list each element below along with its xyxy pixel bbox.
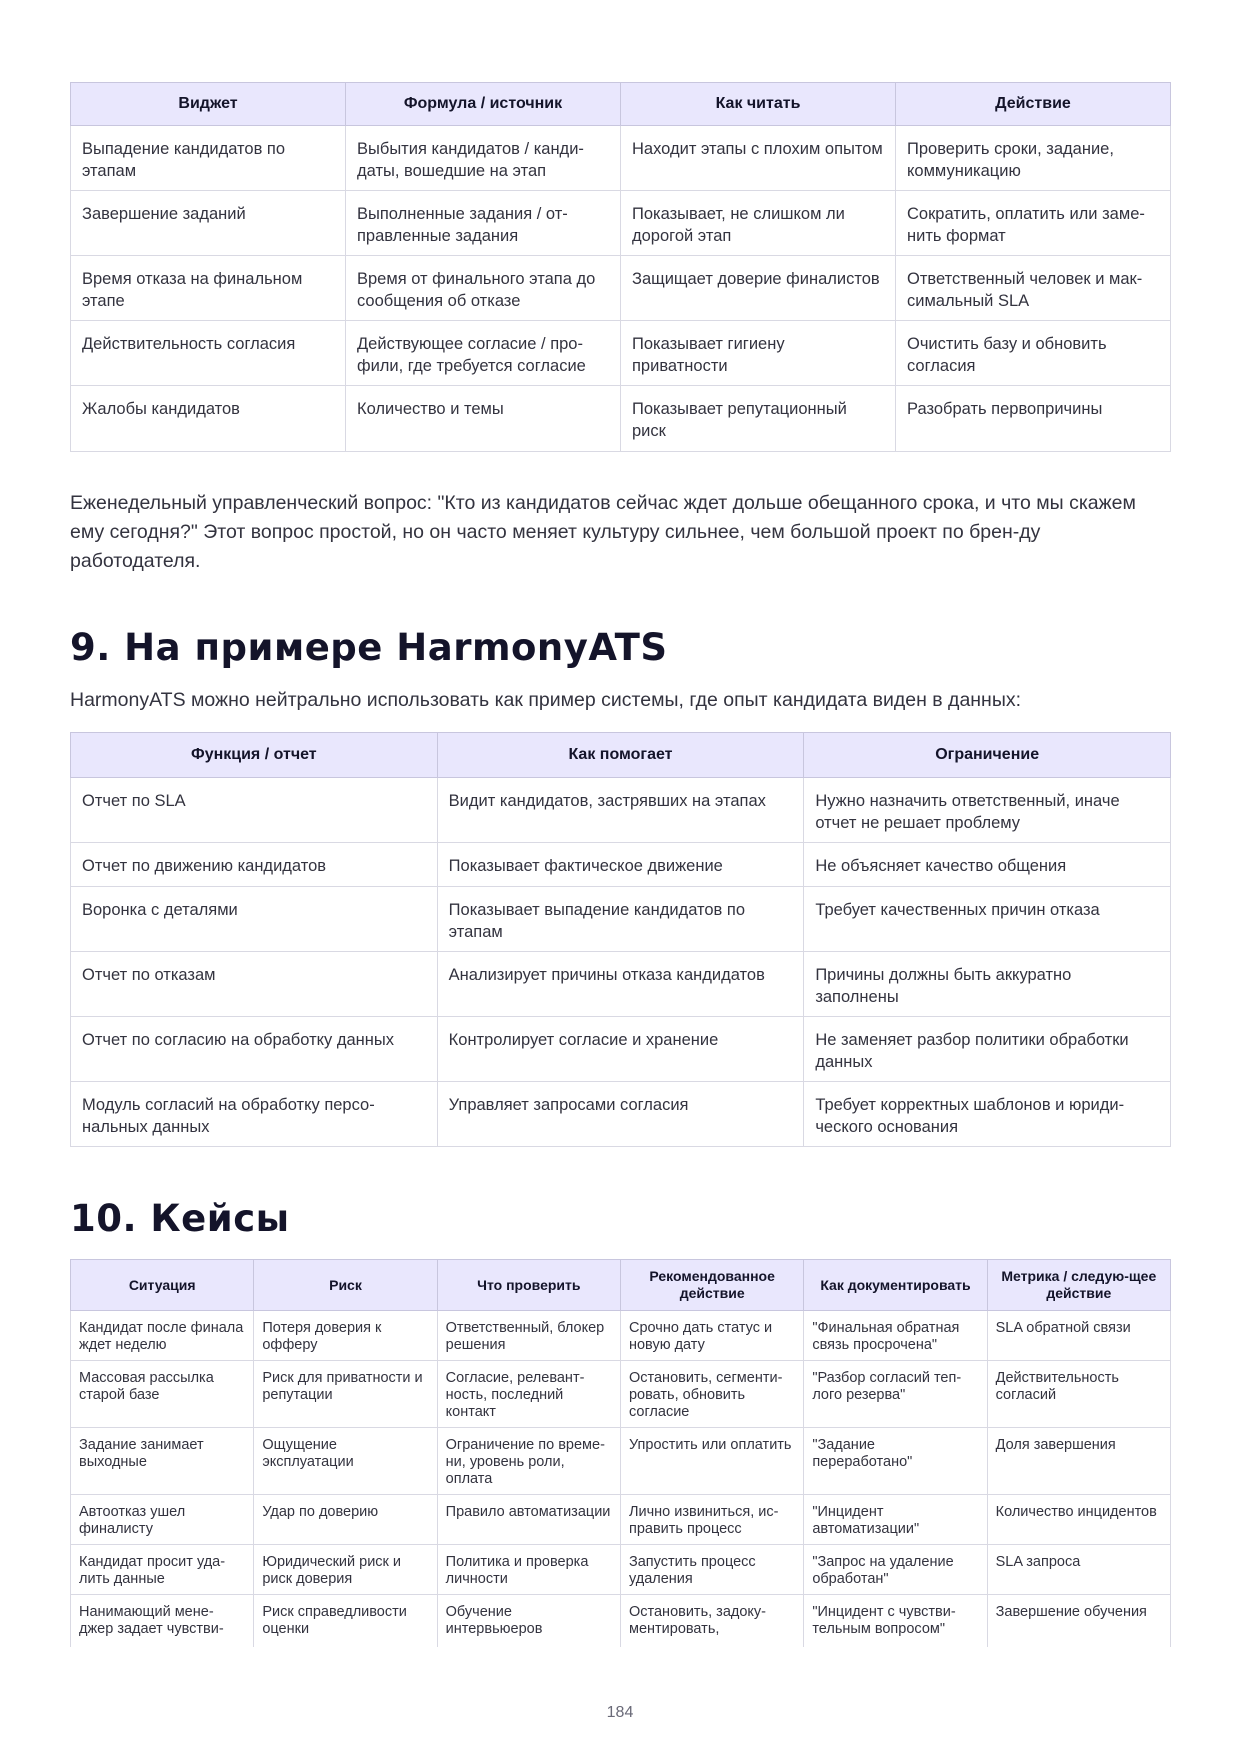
table-cell: Отчет по согласию на обработку данных: [71, 1017, 438, 1082]
table-cell: Завершение заданий: [71, 191, 346, 256]
table-cell: "Инцидент с чувстви-тельным вопросом": [804, 1595, 987, 1647]
table-row: [71, 1017, 1171, 1082]
table-cell: "Задание переработано": [804, 1428, 987, 1495]
table-cell: Согласие, релевант-ность, последний контакт: [437, 1361, 620, 1428]
table-cell: Удар по доверию: [254, 1495, 437, 1545]
table-cell: Срочно дать статус и новую дату: [620, 1311, 803, 1361]
table-cell: Отчет по отказам: [71, 952, 438, 1017]
table-cell: Задание занимает выходные: [71, 1428, 254, 1495]
table-cell: Ограничение по време-ни, уровень роли, оплата: [437, 1428, 620, 1495]
table-cell: Модуль согласий на обработку персо-нальных данных: [71, 1082, 438, 1147]
table-row: [71, 843, 1171, 887]
cases-table: [70, 1259, 1171, 1647]
table-cell: Отчет по движению кандидатов: [71, 843, 438, 887]
table-cell: Воронка с деталями: [71, 887, 438, 952]
table-cell: Защищает доверие финалистов: [621, 256, 896, 321]
table-cell: Риск справедливости оценки: [254, 1595, 437, 1647]
table-row: [71, 1311, 1171, 1361]
table-cell: Остановить, задоку-ментировать,: [620, 1595, 803, 1647]
body-paragraph: Еженедельный управленческий вопрос: "Кто из кандидатов сейчас ждет дольше обещанного срока, и что мы скажем ему сегодня?" Этот вопрос простой, но он часто меняет культуру сильнее, чем большой проект по брен-ду работодателя.: [70, 492, 1136, 572]
table-row: [71, 1082, 1171, 1147]
table-cell: Не объясняет качество общения: [804, 843, 1171, 887]
table-cell: Управляет запросами согласия: [437, 1082, 804, 1147]
column-header: Как помогает: [437, 733, 804, 778]
table-header-row: [71, 83, 1171, 126]
table-cell: Нужно назначить ответственный, иначе отчет не решает проблему: [804, 778, 1171, 843]
table-cell: Находит этапы с плохим опытом: [621, 126, 896, 191]
table-cell: Ответственный человек и мак-симальный SLA: [896, 256, 1171, 321]
table-header-row: [71, 1260, 1171, 1311]
table-cell: Не заменяет разбор политики обработки данных: [804, 1017, 1171, 1082]
table-row: [71, 126, 1171, 191]
widgets-table: [70, 82, 1171, 452]
table-cell: Выполненные задания / от-правленные задания: [346, 191, 621, 256]
table-cell: Контролирует согласие и хранение: [437, 1017, 804, 1082]
table-cell: Показывает фактическое движение: [437, 843, 804, 887]
table-cell: Ответственный, блокер решения: [437, 1311, 620, 1361]
page-number: 184: [606, 1704, 634, 1721]
table-cell: Кандидат просит уда-лить данные: [71, 1545, 254, 1595]
table-row: [71, 321, 1171, 386]
table-cell: Действительность согласия: [71, 321, 346, 386]
table-row: [71, 386, 1171, 452]
column-header: Как документировать: [804, 1260, 987, 1311]
table-cell: Время отказа на финальном этапе: [71, 256, 346, 321]
table-row: [71, 1361, 1171, 1428]
table-cell: Выбытия кандидатов / канди-даты, вошедшие на этап: [346, 126, 621, 191]
table-cell: Потеря доверия к офферу: [254, 1311, 437, 1361]
table-cell: Запустить процесс удаления: [620, 1545, 803, 1595]
harmonyats-features-table: [70, 732, 1171, 1147]
table-cell: Время от финального этапа до сообщения об отказе: [346, 256, 621, 321]
table-cell: Жалобы кандидатов: [71, 386, 346, 452]
column-header: Что проверить: [437, 1260, 620, 1311]
table-cell: Лично извиниться, ис-править процесс: [620, 1495, 803, 1545]
column-header: Ограничение: [804, 733, 1171, 778]
column-header: Метрика / следую-щее действие: [987, 1260, 1170, 1311]
table-cell: Остановить, сегменти-ровать, обновить согласие: [620, 1361, 803, 1428]
table-cell: Требует корректных шаблонов и юриди-ческого основания: [804, 1082, 1171, 1147]
table-cell: "Финальная обратная связь просрочена": [804, 1311, 987, 1361]
table-cell: Требует качественных причин отказа: [804, 887, 1171, 952]
table-cell: Анализирует причины отказа кандидатов: [437, 952, 804, 1017]
table-cell: Правило автоматизации: [437, 1495, 620, 1545]
table-cell: Нанимающий мене-джер задает чувстви-: [71, 1595, 254, 1647]
table-cell: SLA обратной связи: [987, 1311, 1170, 1361]
table-row: [71, 1595, 1171, 1647]
table-cell: "Разбор согласий теп-лого резерва": [804, 1361, 987, 1428]
table-cell: Очистить базу и обновить согласия: [896, 321, 1171, 386]
column-header: Действие: [896, 83, 1171, 126]
table-cell: Видит кандидатов, застрявших на этапах: [437, 778, 804, 843]
table-cell: Показывает репутационный риск: [621, 386, 896, 452]
column-header: Рекомендованное действие: [620, 1260, 803, 1311]
table-cell: Ощущение эксплуатации: [254, 1428, 437, 1495]
table-cell: "Запрос на удаление обработан": [804, 1545, 987, 1595]
table-row: [71, 1428, 1171, 1495]
table-cell: Причины должны быть аккуратно заполнены: [804, 952, 1171, 1017]
table-cell: Количество инцидентов: [987, 1495, 1170, 1545]
document-page: [70, 82, 1171, 1647]
table-cell: Автоотказ ушел финалисту: [71, 1495, 254, 1545]
table-cell: Разобрать первопричины: [896, 386, 1171, 452]
table-cell: Отчет по SLA: [71, 778, 438, 843]
table-cell: Показывает выпадение кандидатов по этапам: [437, 887, 804, 952]
table-cell: Риск для приватности и репутации: [254, 1361, 437, 1428]
table-cell: Действительность согласий: [987, 1361, 1170, 1428]
table-cell: Количество и темы: [346, 386, 621, 452]
table-cell: Упростить или оплатить: [620, 1428, 803, 1495]
table-cell: "Инцидент автоматизации": [804, 1495, 987, 1545]
section-heading: 10. Кейсы: [70, 1197, 290, 1240]
table-cell: Выпадение кандидатов по этапам: [71, 126, 346, 191]
table-row: [71, 1495, 1171, 1545]
column-header: Виджет: [71, 83, 346, 126]
table-cell: Действующее согласие / про-фили, где требуется согласие: [346, 321, 621, 386]
table-cell: Обучение интервьюеров: [437, 1595, 620, 1647]
section-intro: HarmonyATS можно нейтрально использовать как пример системы, где опыт кандидата виден в данных:: [70, 689, 1022, 711]
table-cell: Кандидат после финала ждет неделю: [71, 1311, 254, 1361]
table-cell: Проверить сроки, задание, коммуникацию: [896, 126, 1171, 191]
column-header: Формула / источник: [346, 83, 621, 126]
table-cell: SLA запроса: [987, 1545, 1170, 1595]
table-row: [71, 1545, 1171, 1595]
column-header: Как читать: [621, 83, 896, 126]
table-cell: Массовая рассылка старой базе: [71, 1361, 254, 1428]
table-row: [71, 952, 1171, 1017]
section-heading: 9. На примере HarmonyATS: [70, 626, 668, 669]
table-row: [71, 256, 1171, 321]
table-cell: Политика и проверка личности: [437, 1545, 620, 1595]
table-row: [71, 887, 1171, 952]
table-row: [71, 191, 1171, 256]
table-cell: Сократить, оплатить или заме-нить формат: [896, 191, 1171, 256]
table-cell: Показывает, не слишком ли дорогой этап: [621, 191, 896, 256]
column-header: Функция / отчет: [71, 733, 438, 778]
table-row: [71, 778, 1171, 843]
table-cell: Показывает гигиену приватности: [621, 321, 896, 386]
table-cell: Юридический риск и риск доверия: [254, 1545, 437, 1595]
table-header-row: [71, 733, 1171, 778]
column-header: Риск: [254, 1260, 437, 1311]
table-cell: Завершение обучения: [987, 1595, 1170, 1647]
column-header: Ситуация: [71, 1260, 254, 1311]
table-cell: Доля завершения: [987, 1428, 1170, 1495]
